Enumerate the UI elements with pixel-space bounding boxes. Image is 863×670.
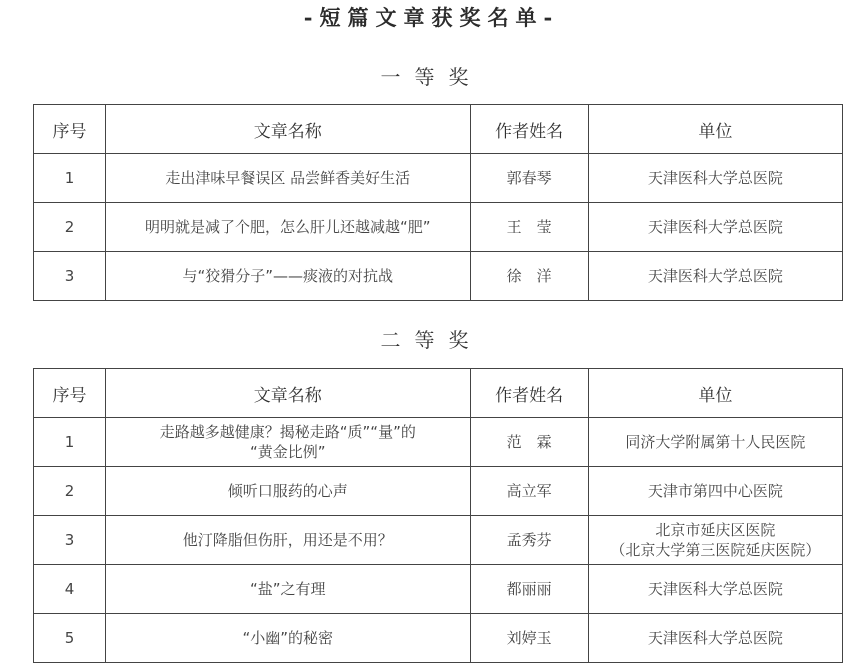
- cell-unit: 天津医科大学总医院: [588, 252, 842, 301]
- cell-unit-line2: （北京大学第三医院延庆医院）: [610, 541, 821, 559]
- header-unit: 单位: [588, 105, 842, 154]
- header-author: 作者姓名: [470, 369, 588, 418]
- header-unit: 单位: [588, 369, 842, 418]
- cell-unit: 同济大学附属第十人民医院: [588, 418, 842, 467]
- cell-unit: 天津医科大学总医院: [588, 565, 842, 614]
- cell-author: 刘婷玉: [470, 614, 588, 663]
- first-prize-title: 一等奖: [380, 65, 483, 89]
- cell-no: 3: [34, 516, 106, 565]
- cell-author: 高立军: [470, 467, 588, 516]
- cell-title-line2: “黄金比例”: [250, 443, 326, 461]
- page-title: -短篇文章获奖名单-: [303, 5, 560, 30]
- cell-author: 王 莹: [470, 203, 588, 252]
- cell-author: 都丽丽: [470, 565, 588, 614]
- cell-author: 郭春琴: [470, 154, 588, 203]
- header-title: 文章名称: [106, 105, 470, 154]
- header-no: 序号: [34, 105, 106, 154]
- table-header-row: [34, 369, 843, 418]
- header-author: 作者姓名: [470, 105, 588, 154]
- cell-unit: 天津医科大学总医院: [588, 614, 842, 663]
- second-prize-table: [33, 368, 843, 663]
- header-no: 序号: [34, 369, 106, 418]
- cell-unit-line1: 北京市延庆区医院: [655, 521, 776, 539]
- header-title: 文章名称: [106, 369, 470, 418]
- cell-title: [106, 418, 470, 467]
- cell-no: 1: [34, 154, 106, 203]
- cell-title: “盐”之有理: [106, 565, 470, 614]
- cell-author: 范 霖: [470, 418, 588, 467]
- second-prize-title: 二等奖: [380, 328, 483, 352]
- cell-no: 2: [34, 467, 106, 516]
- cell-unit: 天津医科大学总医院: [588, 203, 842, 252]
- cell-unit: 天津市第四中心医院: [588, 467, 842, 516]
- cell-title: 明明就是减了个肥，怎么肝儿还越减越“肥”: [106, 203, 470, 252]
- cell-no: 1: [34, 418, 106, 467]
- table-row: [34, 252, 843, 301]
- cell-no: 3: [34, 252, 106, 301]
- cell-no: 2: [34, 203, 106, 252]
- cell-no: 4: [34, 565, 106, 614]
- cell-title-line1: 走路越多越健康？揭秘走路“质”“量”的: [159, 423, 416, 441]
- table-row: [34, 467, 843, 516]
- cell-author: 徐 洋: [470, 252, 588, 301]
- table-row: [34, 154, 843, 203]
- cell-author: 孟秀芬: [470, 516, 588, 565]
- first-prize-table: [33, 104, 843, 301]
- cell-title: 倾听口服药的心声: [106, 467, 470, 516]
- cell-unit: 天津医科大学总医院: [588, 154, 842, 203]
- table-row: [34, 565, 843, 614]
- cell-unit: [588, 516, 842, 565]
- table-row: [34, 516, 843, 565]
- cell-no: 5: [34, 614, 106, 663]
- cell-title: “小幽”的秘密: [106, 614, 470, 663]
- table-header-row: [34, 105, 843, 154]
- cell-title: 与“狡猾分子”——痰液的对抗战: [106, 252, 470, 301]
- cell-title: 走出津味早餐误区 品尝鲜香美好生活: [106, 154, 470, 203]
- table-row: [34, 203, 843, 252]
- table-row: [34, 614, 843, 663]
- cell-title: 他汀降脂但伤肝，用还是不用？: [106, 516, 470, 565]
- table-row: [34, 418, 843, 467]
